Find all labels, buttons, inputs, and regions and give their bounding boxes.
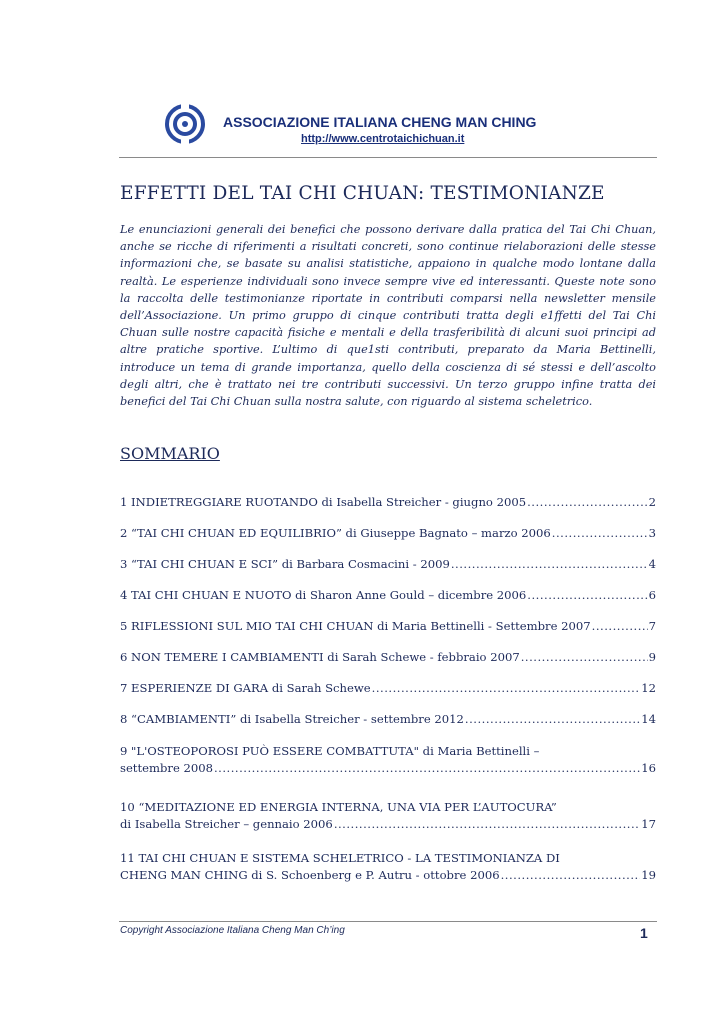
intro-paragraph [120,221,656,410]
toc-entry-2[interactable] [120,525,656,542]
toc-leader [527,587,647,604]
header [165,104,565,152]
toc-entry-title: 5 RIFLESSIONI SUL MIO TAI CHI CHUAN di Maria Bettinelli - Settembre 2007 [120,619,591,633]
toc-entry-11[interactable] [120,850,656,884]
toc-page-number: 6 [648,588,656,602]
document-title: EFFETTI DEL TAI CHI CHUAN: TESTIMONIANZE [120,183,605,204]
toc-page-number: 17 [641,817,656,831]
toc-entry-1[interactable] [120,494,656,511]
toc-entry-title: 7 ESPERIENZE DI GARA di Sarah Schewe [120,681,371,695]
header-divider [119,157,657,158]
toc-page-number: 3 [648,526,656,540]
organization-name: ASSOCIAZIONE ITALIANA CHENG MAN CHING [223,114,537,130]
toc-entry-title: 8 “CAMBIAMENTI” di Isabella Streicher - settembre 2012 [120,712,464,726]
toc-entry-10[interactable] [120,799,656,833]
toc-entry-5[interactable] [120,618,656,635]
toc-leader [501,867,641,884]
toc-page-number: 12 [641,681,656,695]
toc-leader [214,760,640,777]
toc-entry-title: di Isabella Streicher – gennaio 2006 [120,817,333,831]
toc-page-number: 19 [641,868,656,882]
toc-leader [592,618,648,635]
toc-leader [465,711,640,728]
toc-entry-title: 1 INDIETREGGIARE RUOTANDO di Isabella Streicher - giugno 2005 [120,495,527,509]
toc-heading: SOMMARIO [120,444,220,463]
toc-leader [372,680,641,697]
toc-leader [451,556,648,573]
toc-entry-title: CHENG MAN CHING di S. Schoenberg e P. Autru - ottobre 2006 [120,868,500,882]
toc-page-number: 7 [648,619,656,633]
intro-text: Le enunciazioni generali dei benefici che possono derivare dalla pratica del Tai Chi Chuan, anche se ricche di riferimenti a risultati concreti, sono continue rielaborazioni delle stesse informazioni che, se basate su analisi statistiche, appaiono in qualche modo lontane dalla realtà. Le esperienze individuali sono invece sempre vive ed interessanti. Queste note sono la raccolta delle testimonianze riportate in contributi comparsi nella newsletter mensile dell’Associazione. Un primo gruppo di cinque contributi tratta degli e1ffetti del Tai Chi Chuan sulle nostre capacità fisiche e mentali e della trasferibilità di alcuni suoi principi ad altre pratiche sportive. L’ultimo di que1sti contributi, preparato da Maria Bettinelli, introduce un tema di grande importanza, quello della coscienza di sé stessi e dell’ascolto degli altri, che è trattato nei tre contributi successivi. Un terzo gruppo infine tratta dei benefici del Tai Chi Chuan sulla nostra salute, con riguardo al sistema scheletrico. [120,223,656,409]
toc-page-number: 14 [641,712,656,726]
website-link[interactable]: http://www.centrotaichichuan.it [301,133,465,145]
toc-entry-title: 4 TAI CHI CHUAN E NUOTO di Sharon Anne Gould – dicembre 2006 [120,588,527,602]
copyright-text: Copyright Associazione Italiana Cheng Man Ch’ing [120,925,345,936]
toc-page-number: 4 [648,557,656,571]
toc-entry-8[interactable] [120,711,656,728]
toc-leader [521,649,648,666]
cheng-man-ching-logo-icon [165,104,205,144]
toc-entry-title-line1: 10 “MEDITAZIONE ED ENERGIA INTERNA, UNA VIA PER L’AUTOCURA” [120,800,557,814]
footer-divider [119,921,657,922]
toc-entry-6[interactable] [120,649,656,666]
toc-entry-title-line1: 11 TAI CHI CHUAN E SISTEMA SCHELETRICO - LA TESTIMONIANZA DI [120,851,560,865]
toc-leader [552,525,648,542]
page-number: 1 [640,925,648,941]
toc-entry-3[interactable] [120,556,656,573]
toc-entry-title: settembre 2008 [120,761,213,775]
toc-leader [527,494,648,511]
toc-page-number: 16 [641,761,656,775]
toc-entry-4[interactable] [120,587,656,604]
toc-entry-title: 3 “TAI CHI CHUAN E SCI” di Barbara Cosmacini - 2009 [120,557,450,571]
toc-page-number: 9 [648,650,656,664]
toc-entry-7[interactable] [120,680,656,697]
toc-entry-title: 6 NON TEMERE I CAMBIAMENTI di Sarah Schewe - febbraio 2007 [120,650,520,664]
toc-leader [334,816,640,833]
toc-entry-title-line1: 9 "L'OSTEOPOROSI PUÒ ESSERE COMBATTUTA" di Maria Bettinelli – [120,744,540,758]
toc-entry-title: 2 “TAI CHI CHUAN ED EQUILIBRIO” di Giuseppe Bagnato – marzo 2006 [120,526,551,540]
toc-page-number: 2 [648,495,656,509]
toc-entry-9[interactable] [120,743,656,777]
